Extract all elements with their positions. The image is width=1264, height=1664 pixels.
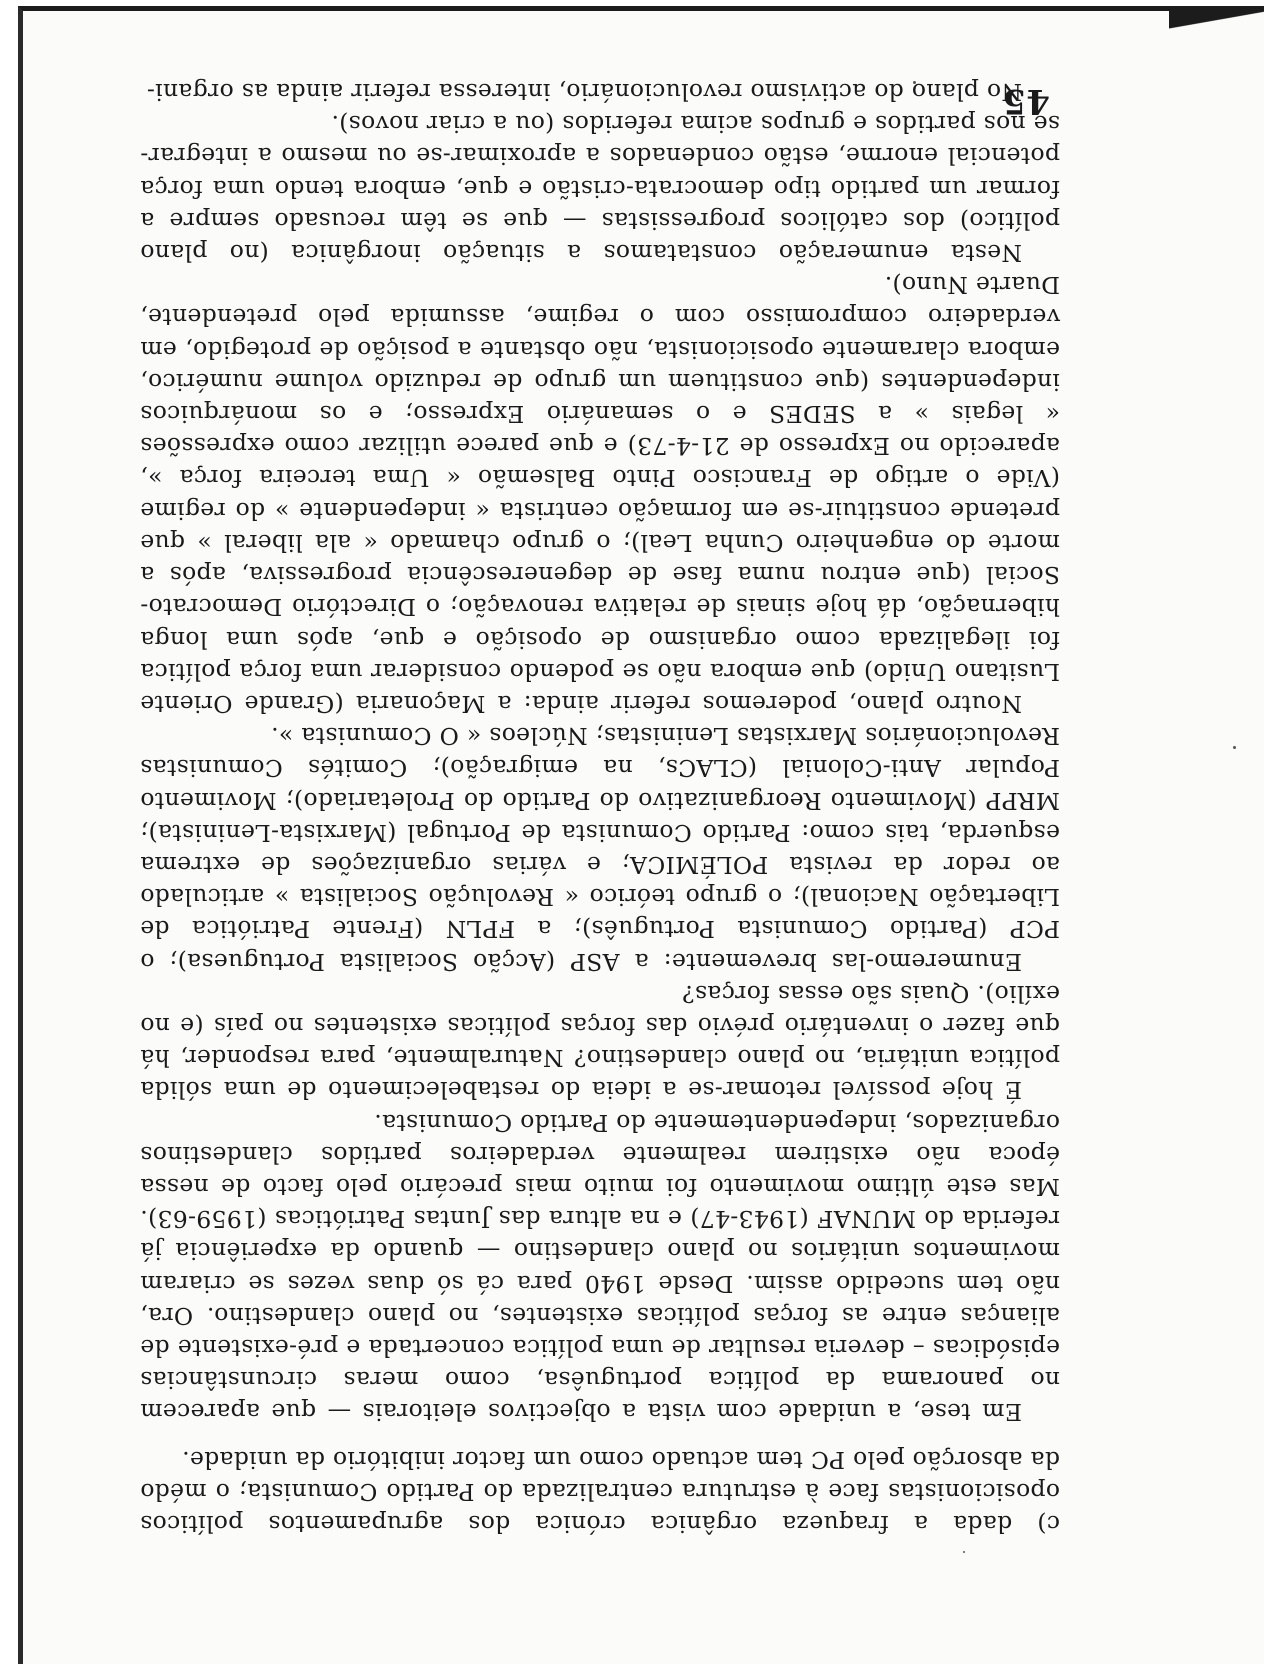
- paragraph-c-fraqueza-organica: c) dada a fraqueza orgânica crónica dos agrupamentos políticos oposicionistas face à estrutura centralizada do Partido Comunista; o médo da absorção pelo PC tem actuado como um factor inibitório da unidade.: [140, 1445, 1060, 1538]
- paragraph-enumeracao-forcas: Enumeremo-las brevemente: a ASP (Acção Socialista Portuguesa); o PCP (Partido Comunista Português); a FPLN (Frente Patriótica de Libertação Nacional); o grupo teórico « Revolução Socialista » articulado ao redor da revista POLÉMICA; e várias organizações de extrema esquerda, tais como: Partido Comunista de Portugal (Marxista-Leninista); MRPP (Movimento Reorganizativo do Partido do Proletariado); Movimento Popular Anti-Colonial (CLACs, na emigração); Comités Comunistas Revolucionários Marxistas Leninistas; Núcleos « O Comunista ».: [140, 722, 1060, 976]
- paragraph-catolicos-progressistas: Nesta enumeração constatamos a situação inorgânica (no plano político) dos católicos progressistas — que se têm recusado sempre a formar um partido tipo democrata-cristão e que, embora tendo uma força potencial enorme, estão condenados a aproximar-se ou mesmo a integrar-se nos partidos e grupos acima referidos (ou a criar novos).: [140, 110, 1060, 268]
- scan-speck: [963, 1551, 965, 1553]
- page-content-rotated: [140, 78, 1060, 1540]
- scan-speck: [1233, 746, 1236, 749]
- paragraph-activismo-revolucionario: No plano do activismo revolucionário, interessa referir ainda as organi-: [146, 78, 1022, 107]
- page-number: 45: [1002, 81, 1050, 122]
- paragraph-unidade-eleitoral: Em tese, a unidade com vista a objectivos eleitorais — que aparecem no panorama da política portuguêsa, como meras circunstâncias episódicas – deveria resultar de uma política concertada e pré-existente de alianças entre as forças políticas existentes, no plano clandestino. Ora, não tem sucedido assim. Desde 1940 para cá só duas vezes se criaram movimentos unitários no plano clandestino — quando da experiência já referida do MUNAF (1943-47) e na altura das Juntas Patrióticas (1959-63). Mas este último movimento foi muito mais precário pelo facto de nessa época não existirem realmente verdadeiros partidos clandestinos organizados, independentemente do Partido Comunista.: [140, 1108, 1060, 1427]
- paragraph-outro-plano: Noutro plano, poderemos referir ainda: a Maçonaria (Grande Oriente Lusitano Unido) que embora não se podendo considerar uma força política foi ilegalizada como organismo de oposição e que, após uma longa hibernação, dá hoje sinais de relativa renovação; o Directório Democrato-Social (que entrou numa fase de degenerescência progressiva, após a morte do engenheiro Cunha Leal); o grupo chamado « ala liberal » que pretende constituir-se em formação centrista « independente » do regime (Vide o artigo de Francisco Pinto Balsemão « Uma terceira força », aparecido no Expresso de 21-4-73) e que parece utilizar como expressões « legais » a SEDES e o semanário Expresso; e os monárquicos independentes (que constituem um grupo de reduzido volume numérico, embora claramente oposicionista, não obstante a posição de protegido, em verdadeiro compromisso com o regime, assumida pelo pretendente, Duarte Nuno).: [140, 271, 1060, 718]
- paragraph-politica-unitaria: É hoje possível retomar-se a ideia do restabelecimento de uma sólida política unitária, no plano clandestino? Naturalmente, para responder, há que fazer o inventário prévio das forças políticas existentes no país (e no exílio). Quais são essas forças?: [140, 979, 1060, 1105]
- scan-corner-mark: [1169, 11, 1264, 37]
